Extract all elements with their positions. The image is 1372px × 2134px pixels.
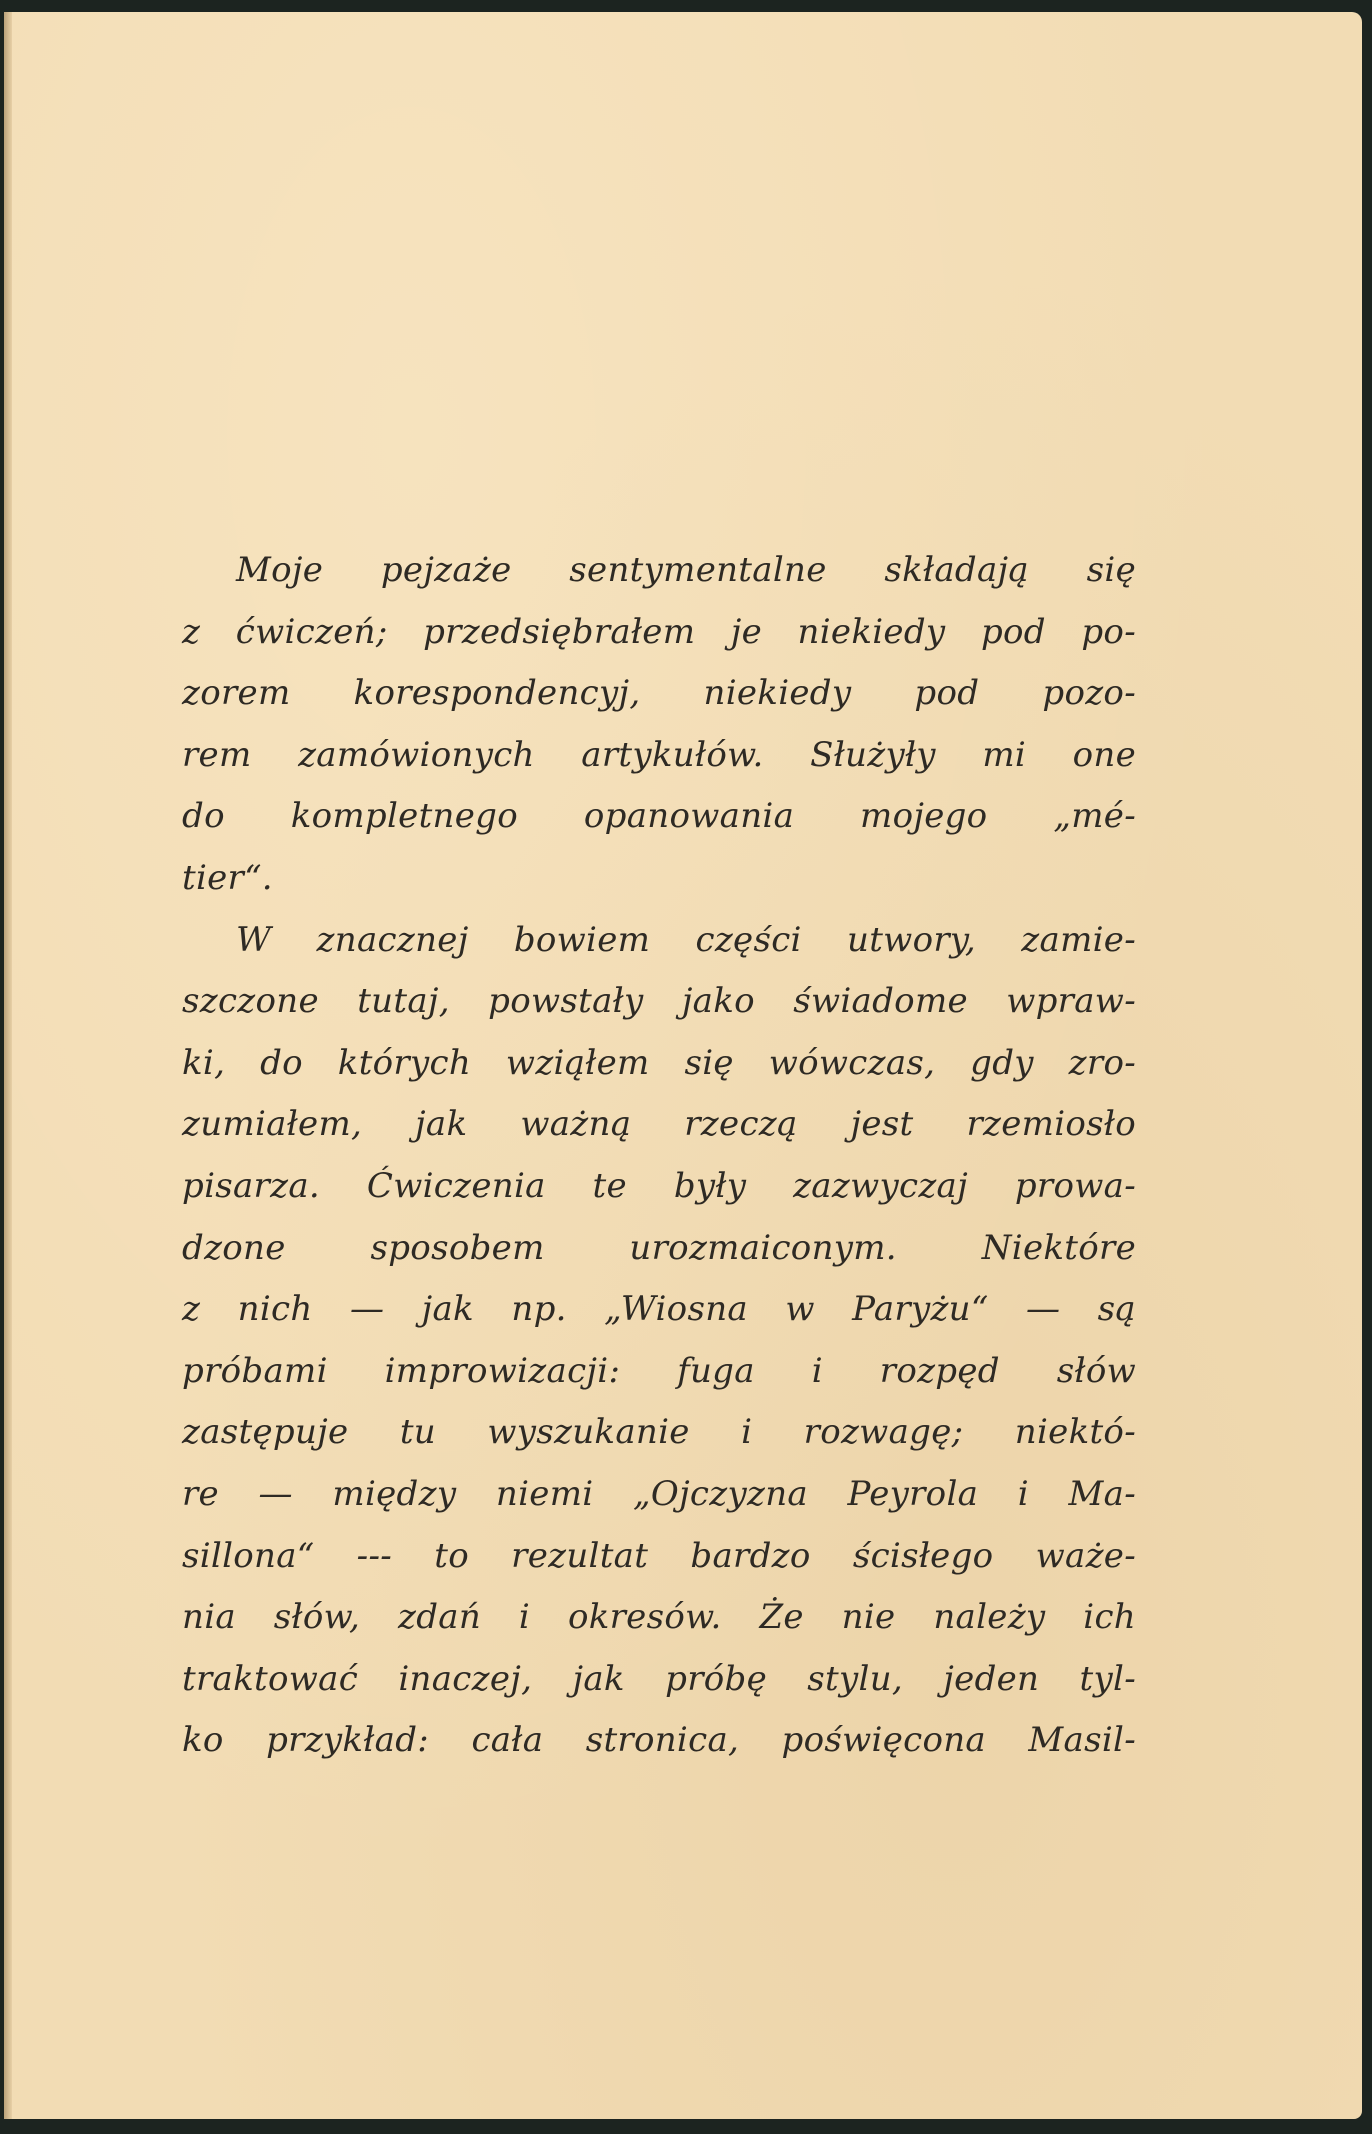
text-line: pisarza. Ćwiczenia te były zazwyczaj prowa-	[182, 1165, 1136, 1206]
text-line: dzone sposobem urozmaiconym. Niektóre	[182, 1227, 1136, 1268]
text-line: próbami improwizacji: fuga i rozpęd słów	[182, 1350, 1136, 1391]
body-text	[182, 540, 1136, 1772]
text-line: zorem korespondencyj, niekiedy pod pozo-	[182, 673, 1136, 714]
page-spine-edge	[4, 12, 12, 2119]
text-line: szczone tutaj, powstały jako świadome wpraw-	[182, 981, 1136, 1022]
text-line: Moje pejzaże sentymentalne składają się	[236, 550, 1136, 590]
text-line: traktować inaczej, jak próbę stylu, jeden tyl-	[182, 1658, 1136, 1699]
book-page	[4, 12, 1362, 2119]
text-line: re — między niemi „Ojczyzna Peyrola i Ma-	[182, 1473, 1136, 1514]
text-line: z ćwiczeń; przedsiębrałem je niekiedy pod po-	[182, 611, 1136, 652]
text-line: zumiałem, jak ważną rzeczą jest rzemiosło	[182, 1104, 1136, 1145]
text-line: tier“.	[182, 857, 273, 898]
text-line: W znacznej bowiem części utwory, zamie-	[236, 919, 1136, 960]
text-line: do kompletnego opanowania mojego „mé-	[182, 796, 1136, 837]
text-line: ki, do których wziąłem się wówczas, gdy zro-	[182, 1042, 1136, 1083]
text-line: z nich — jak np. „Wiosna w Paryżu“ — są	[182, 1289, 1136, 1330]
text-line: ko przykład: cała stronica, poświęcona Masil-	[182, 1720, 1136, 1761]
text-line: sillona“ --- to rezultat bardzo ścisłego waże-	[182, 1535, 1136, 1576]
text-line: rem zamówionych artykułów. Służyły mi one	[182, 734, 1136, 775]
text-line: zastępuje tu wyszukanie i rozwagę; niektó-	[182, 1412, 1136, 1453]
text-line: nia słów, zdań i okresów. Że nie należy ich	[182, 1597, 1136, 1638]
